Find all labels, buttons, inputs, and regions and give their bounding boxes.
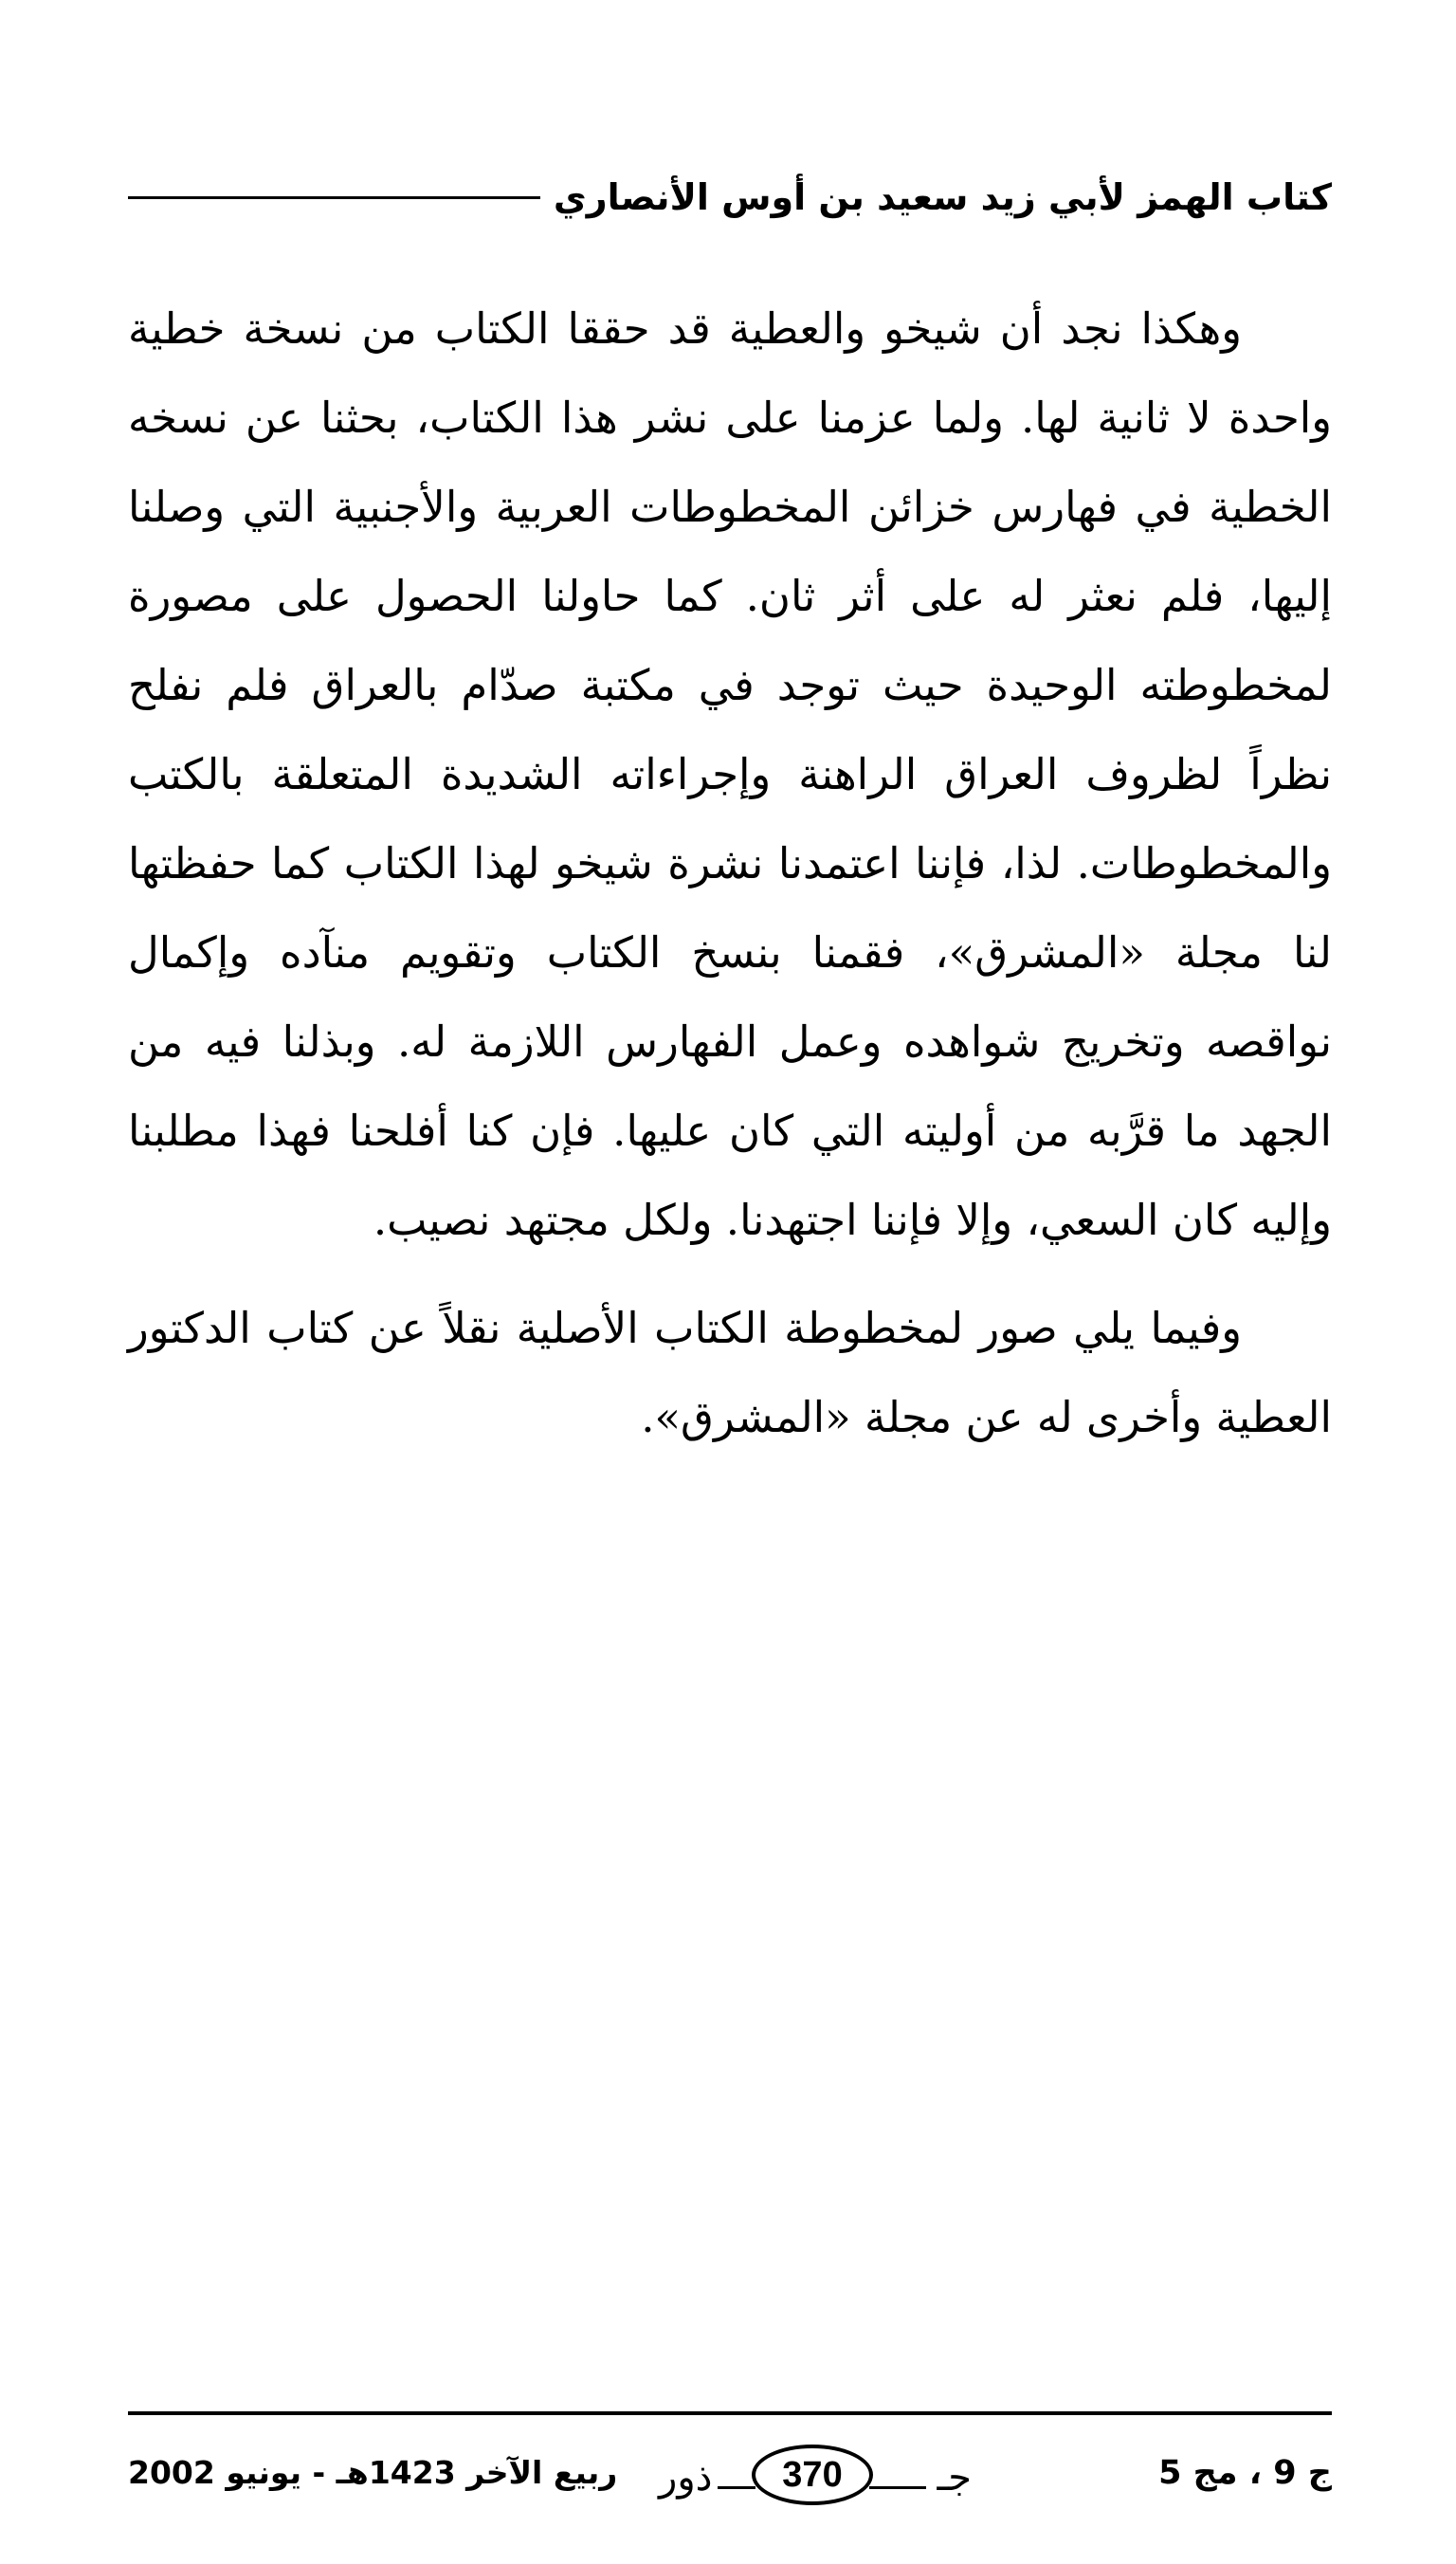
footer-rule — [128, 2411, 1332, 2415]
body-text — [128, 284, 1332, 1462]
journal-connector-line — [718, 2486, 755, 2489]
journal-connector-line — [869, 2486, 926, 2489]
footer-volume: ج 9 ، مج 5 — [1158, 2454, 1332, 2492]
journal-logo — [659, 2437, 972, 2513]
paragraph: وهكذا نجد أن شيخو والعطية قد حققا الكتاب من نسخة خطية واحدة لا ثانية لها. ولما عزمنا على نشر هذا الكتاب، بحثنا عن نسخه الخطية في فهارس خزائن المخطوطات العربية والأجنبية التي وصلنا إليها، فلم نعثر له على أثر ثان. كما حاولنا الحصول على مصورة لمخطوطته الوحيدة حيث توجد في مكتبة صدّام بالعراق فلم نفلح نظراً لظروف العراق الراهنة وإجراءاته الشديدة المتعلقة بالكتب والمخطوطات. لذا، فإننا اعتمدنا نشرة شيخو لهذا الكتاب كما حفظتها لنا مجلة «المشرق»، فقمنا بنسخ الكتاب وتقويم منآده وإكمال نواقصه وتخريج شواهده وعمل الفهارس اللازمة له. وبذلنا فيه من الجهد ما قرَّبه من أوليته التي كان عليها. فإن كنا أفلحنا فهذا مطلبنا وإليه كان السعي، وإلا فإننا اجتهدنا. ولكل مجتهد نصيب. — [128, 303, 1332, 1245]
page-number: 370 — [752, 2445, 873, 2505]
paragraph: وفيما يلي صور لمخطوطة الكتاب الأصلية نقلاً عن كتاب الدكتور العطية وأخرى له عن مجلة «المشرق». — [128, 1303, 1332, 1442]
page-footer — [128, 2437, 1332, 2522]
footer-date: ربيع الآخر 1423هـ - يونيو 2002 — [128, 2454, 618, 2491]
header-rule — [128, 196, 540, 199]
running-header — [128, 169, 1332, 226]
journal-name-part: جـ — [937, 2456, 972, 2500]
journal-name-part: ذور — [659, 2456, 713, 2500]
running-header-title: كتاب الهمز لأبي زيد سعيد بن أوس الأنصاري — [553, 176, 1332, 218]
